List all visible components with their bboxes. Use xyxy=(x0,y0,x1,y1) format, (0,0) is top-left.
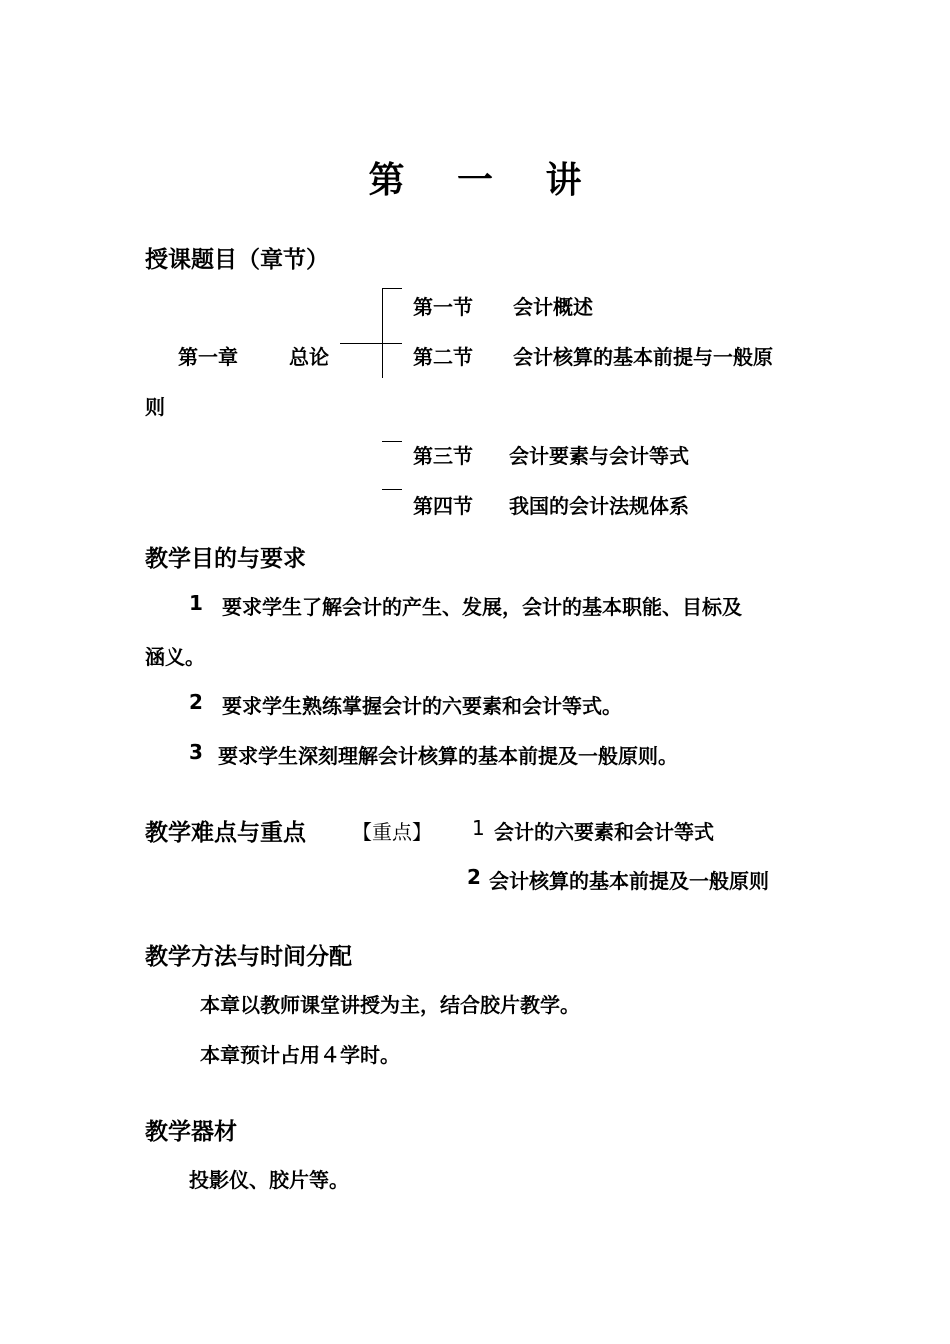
section-item-2-num: 第二节 xyxy=(413,345,473,369)
bracket-tick-4 xyxy=(382,489,402,490)
objective-2-text: 要求学生熟练掌握会计的六要素和会计等式。 xyxy=(222,694,622,718)
section-item-3-name: 会计要素与会计等式 xyxy=(509,444,689,468)
bracket-horizontal-line xyxy=(340,343,402,344)
objective-3-num: 3 xyxy=(189,740,203,764)
key-point-1-text: 会计的六要素和会计等式 xyxy=(494,820,714,844)
chapter-name: 总论 xyxy=(289,345,329,369)
key-point-1-num: 1 xyxy=(472,816,485,840)
section-heading-equipment: 教学器材 xyxy=(145,1119,237,1145)
key-point-2-text: 会计核算的基本前提及一般原则 xyxy=(489,869,769,893)
key-point-2-num: 2 xyxy=(467,865,481,889)
section-item-4-num: 第四节 xyxy=(413,494,473,518)
section-item-1-name: 会计概述 xyxy=(513,295,593,319)
equipment-text: 投影仪、胶片等。 xyxy=(189,1168,349,1192)
objective-3-text: 要求学生深刻理解会计核算的基本前提及一般原则。 xyxy=(218,744,678,768)
section-heading-topic: 授课题目（章节） xyxy=(145,247,329,273)
section-heading-method: 教学方法与时间分配 xyxy=(145,944,352,970)
bracket-tick-3 xyxy=(382,441,402,442)
bracket-top-tick xyxy=(382,288,402,289)
section-item-4-name: 我国的会计法规体系 xyxy=(509,494,689,518)
section-item-1-num: 第一节 xyxy=(413,295,473,319)
page-title: 第 一 讲 xyxy=(368,160,582,201)
key-points-tag: 【重点】 xyxy=(352,820,432,844)
method-line-1: 本章以教师课堂讲授为主，结合胶片教学。 xyxy=(200,993,580,1017)
objective-1-num: 1 xyxy=(189,591,203,615)
section-item-2-continuation: 则 xyxy=(145,395,165,419)
section-heading-key-points: 教学难点与重点 xyxy=(145,820,306,846)
objective-1-text: 要求学生了解会计的产生、发展，会计的基本职能、目标及 xyxy=(222,595,742,619)
objective-2-num: 2 xyxy=(189,690,203,714)
section-item-3-num: 第三节 xyxy=(413,444,473,468)
section-heading-objectives: 教学目的与要求 xyxy=(145,546,306,572)
section-item-2-name: 会计核算的基本前提与一般原 xyxy=(513,345,773,369)
objective-1-continuation: 涵义。 xyxy=(145,645,205,669)
bracket-vertical-line xyxy=(382,288,383,378)
method-line-2: 本章预计占用４学时。 xyxy=(200,1043,400,1067)
chapter-label: 第一章 xyxy=(178,345,238,369)
